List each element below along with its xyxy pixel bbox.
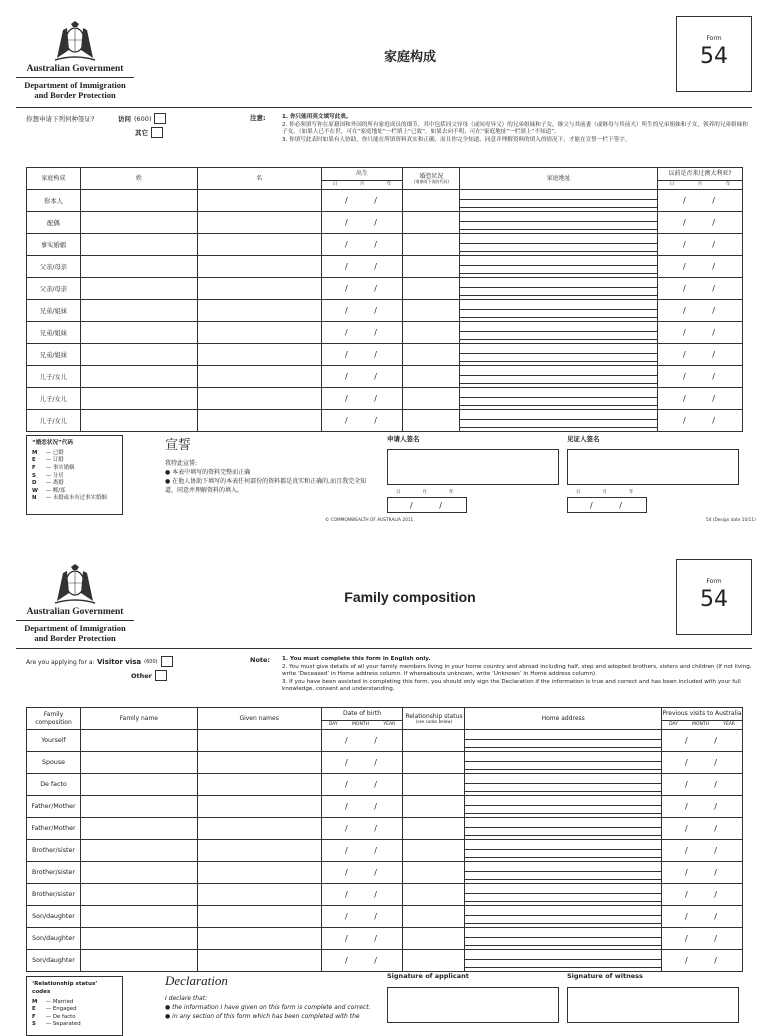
birth-date-cell[interactable]: / / xyxy=(321,840,403,862)
table-row xyxy=(27,730,743,752)
family-name-cell[interactable] xyxy=(80,950,197,972)
given-names-cell[interactable] xyxy=(197,884,321,906)
row-relation: 事实婚姻 xyxy=(27,234,81,256)
visit-date-cell[interactable]: / / xyxy=(662,840,743,862)
status-cell[interactable] xyxy=(403,344,460,366)
given-names-cell[interactable] xyxy=(197,906,321,928)
row-relation: 兄弟/姐妹 xyxy=(27,300,81,322)
coat-of-arms-icon xyxy=(45,563,105,605)
table-row xyxy=(27,818,743,840)
declaration: Declaration I declare that: ● the information I have given on this form is complete and correct. ● in any section of this form which has been completed with the xyxy=(165,973,371,1020)
form-english xyxy=(0,543,768,1028)
birth-date-cell[interactable]: / / xyxy=(321,344,403,366)
col-surname: Family name xyxy=(80,708,197,730)
copyright: © COMMONWEALTH OF AUSTRALIA 2011 xyxy=(325,518,414,523)
given-names-cell[interactable] xyxy=(197,234,321,256)
given-names-cell[interactable] xyxy=(197,322,321,344)
birth-date-cell[interactable]: / / xyxy=(321,256,403,278)
table-row xyxy=(27,862,743,884)
given-names-cell[interactable] xyxy=(197,950,321,972)
table-row xyxy=(27,190,743,212)
visit-date-cell[interactable]: / / xyxy=(662,884,743,906)
table-row xyxy=(27,212,743,234)
row-relation: Spouse xyxy=(27,752,81,774)
status-cell[interactable] xyxy=(403,752,465,774)
birth-date-cell[interactable]: / / xyxy=(321,950,403,972)
code-item: F — 事实婚姻 xyxy=(32,464,75,471)
family-name-cell[interactable] xyxy=(80,840,197,862)
marital-codes: “婚恋状况”代码 M — 已婚 E — 订婚 F — 事实婚姻 S — 分居 D — 离婚 W — 鳏/寡 N — 未婚或未有过事实婚姻 xyxy=(26,435,123,515)
visit-date-cell[interactable]: / / xyxy=(658,234,743,256)
government-logo xyxy=(16,563,134,644)
family-table xyxy=(26,707,743,972)
status-cell[interactable] xyxy=(403,928,465,950)
status-cell[interactable] xyxy=(403,862,465,884)
code-item: M — Married xyxy=(32,998,74,1005)
status-cell[interactable] xyxy=(403,388,460,410)
page-title: 家庭构成 xyxy=(383,50,436,65)
sig-applicant-date[interactable]: / / xyxy=(387,497,467,513)
status-cell[interactable] xyxy=(403,730,465,752)
given-names-cell[interactable] xyxy=(197,256,321,278)
family-name-cell[interactable] xyxy=(80,906,197,928)
birth-date-cell[interactable]: / / xyxy=(321,906,403,928)
sig-applicant-label: Signature of applicant xyxy=(387,972,469,980)
visit-date-cell[interactable]: / / xyxy=(658,322,743,344)
given-names-cell[interactable] xyxy=(197,410,321,432)
given-names-cell[interactable] xyxy=(197,796,321,818)
given-names-cell[interactable] xyxy=(197,190,321,212)
given-names-cell[interactable] xyxy=(197,278,321,300)
birth-date-cell[interactable]: / / xyxy=(321,818,403,840)
visitor-visa-checkbox[interactable] xyxy=(161,656,173,667)
status-cell[interactable] xyxy=(403,366,460,388)
status-cell[interactable] xyxy=(403,950,465,972)
visit-date-cell[interactable]: / / xyxy=(658,410,743,432)
family-name-cell[interactable] xyxy=(80,884,197,906)
family-name-cell[interactable] xyxy=(80,322,197,344)
row-relation: 父亲/母亲 xyxy=(27,256,81,278)
address-cell[interactable] xyxy=(460,234,658,256)
col-family: Family composition xyxy=(27,708,81,730)
status-cell[interactable] xyxy=(403,774,465,796)
row-relation: 儿子/女儿 xyxy=(27,366,81,388)
table-row xyxy=(27,840,743,862)
col-given: Given names xyxy=(197,708,321,730)
given-names-cell[interactable] xyxy=(197,840,321,862)
family-name-cell[interactable] xyxy=(80,234,197,256)
address-cell[interactable] xyxy=(460,212,658,234)
department-name: Department of Immigration and Border Protection xyxy=(24,623,126,643)
row-relation: 配偶 xyxy=(27,212,81,234)
row-relation: Brother/sister xyxy=(27,862,81,884)
birth-date-cell[interactable]: / / xyxy=(321,212,403,234)
birth-date-cell[interactable]: / / xyxy=(321,730,403,752)
family-name-cell[interactable] xyxy=(80,256,197,278)
table-row xyxy=(27,366,743,388)
address-cell[interactable] xyxy=(465,818,662,840)
government-logo xyxy=(16,20,134,101)
table-row xyxy=(27,234,743,256)
row-relation: 兄弟/姐妹 xyxy=(27,322,81,344)
col-birth: Date of birth DAY MONTH YEAR xyxy=(321,708,403,730)
code-item: D — 离婚 xyxy=(32,480,64,487)
given-names-cell[interactable] xyxy=(197,928,321,950)
row-relation: Yourself xyxy=(27,730,81,752)
birth-date-cell[interactable]: / / xyxy=(321,774,403,796)
table-row xyxy=(27,344,743,366)
family-name-cell[interactable] xyxy=(80,774,197,796)
given-names-cell[interactable] xyxy=(197,774,321,796)
family-name-cell[interactable] xyxy=(80,730,197,752)
notes: 注意: 1. 你只能用英文填写此表。 2. 你必须填写你在原籍国和外国的所有家庭成员的细节，其中包括同父异母（或同母异父）的兄弟姐妹和子女，继父与其前妻（或继母与其前夫）所生的兄弟姐妹和子女，领养的兄弟姐妹和子女。（如果人已不在世，可在“家庭地址”一栏填上“已故”。如果去向不明，可在“家庭地址”一栏填上“不知道”。 3. 你填写此表时如果有人协助，你只能在所填资料真实和正确，而且你完全知道、同意并理解资料的填入的情况下，才能在宣誓一栏下签字。 xyxy=(250,114,748,143)
address-cell[interactable] xyxy=(465,862,662,884)
row-relation: 你本人 xyxy=(27,190,81,212)
row-relation: Son/daughter xyxy=(27,928,81,950)
sig-witness-box[interactable] xyxy=(567,987,739,1023)
code-item: F — De facto xyxy=(32,1013,76,1020)
family-name-cell[interactable] xyxy=(80,366,197,388)
visit-date-cell[interactable]: / / xyxy=(662,752,743,774)
status-cell[interactable] xyxy=(403,410,460,432)
address-cell[interactable] xyxy=(465,730,662,752)
birth-date-cell[interactable]: / / xyxy=(321,928,403,950)
form-number-box: Form 54 xyxy=(676,559,752,635)
family-name-cell[interactable] xyxy=(80,928,197,950)
government-name: Australian Government xyxy=(26,607,124,617)
address-cell[interactable] xyxy=(460,366,658,388)
given-names-cell[interactable] xyxy=(197,212,321,234)
col-visits: Previous visits to Australia DAY MONTH YEAR xyxy=(662,708,743,730)
col-family: 家庭构成 xyxy=(27,168,81,190)
row-relation: Brother/sister xyxy=(27,840,81,862)
status-cell[interactable] xyxy=(403,278,460,300)
department-name: Department of Immigration and Border Protection xyxy=(24,80,126,100)
address-cell[interactable] xyxy=(460,322,658,344)
birth-date-cell[interactable]: / / xyxy=(321,884,403,906)
family-name-cell[interactable] xyxy=(80,388,197,410)
sig-witness-date[interactable]: / / xyxy=(567,497,647,513)
address-cell[interactable] xyxy=(465,884,662,906)
visit-date-cell[interactable]: / / xyxy=(658,190,743,212)
other-visa-checkbox[interactable] xyxy=(151,127,163,138)
address-cell[interactable] xyxy=(465,752,662,774)
address-cell[interactable] xyxy=(460,300,658,322)
sig-witness-box[interactable] xyxy=(567,449,739,485)
table-row xyxy=(27,796,743,818)
visit-date-cell[interactable]: / / xyxy=(658,256,743,278)
table-row xyxy=(27,278,743,300)
family-name-cell[interactable] xyxy=(80,190,197,212)
relationship-codes: ‘Relationship status’ codes M — Married E — Engaged F — De facto S — Separated xyxy=(26,976,123,1036)
col-birth: 出生 日 月 年 xyxy=(321,168,403,190)
given-names-cell[interactable] xyxy=(197,818,321,840)
table-row xyxy=(27,774,743,796)
coat-of-arms-icon xyxy=(45,20,105,62)
table-row xyxy=(27,928,743,950)
status-cell[interactable] xyxy=(403,300,460,322)
visit-date-cell[interactable]: / / xyxy=(658,278,743,300)
design-date: 54 (Design date 10/11) xyxy=(706,518,756,523)
visit-date-cell[interactable]: / / xyxy=(662,796,743,818)
visit-date-cell[interactable]: / / xyxy=(662,928,743,950)
code-item: N — 未婚或未有过事实婚姻 xyxy=(32,495,107,502)
row-relation: 儿子/女儿 xyxy=(27,410,81,432)
table-row xyxy=(27,300,743,322)
given-names-cell[interactable] xyxy=(197,300,321,322)
birth-date-cell[interactable]: / / xyxy=(321,300,403,322)
family-table xyxy=(26,167,743,432)
declaration: 宣誓 我特此宣誓: ● 本表中填写的资料完整而正确 ● 在他人协助下填写的本表任何部份的资料都是真实和正确的,而且我完全知道、同意并理解资料的填入。 xyxy=(165,438,367,494)
birth-date-cell[interactable]: / / xyxy=(321,278,403,300)
address-cell[interactable] xyxy=(460,190,658,212)
family-name-cell[interactable] xyxy=(80,300,197,322)
government-name: Australian Government xyxy=(26,64,124,74)
visit-date-cell[interactable]: / / xyxy=(658,212,743,234)
given-names-cell[interactable] xyxy=(197,730,321,752)
birth-date-cell[interactable]: / / xyxy=(321,410,403,432)
visa-question: 你想申请下列何种签证? xyxy=(26,115,95,123)
table-row xyxy=(27,906,743,928)
family-name-cell[interactable] xyxy=(80,818,197,840)
sig-witness-date-label: 日 月 年 xyxy=(576,490,634,495)
row-relation: Father/Mother xyxy=(27,796,81,818)
row-relation: 儿子/女儿 xyxy=(27,388,81,410)
given-names-cell[interactable] xyxy=(197,366,321,388)
address-cell[interactable] xyxy=(465,928,662,950)
visit-date-cell[interactable]: / / xyxy=(658,300,743,322)
address-cell[interactable] xyxy=(460,256,658,278)
sig-applicant-label: 申请人签名 xyxy=(387,435,420,443)
sig-witness-label: Signature of witness xyxy=(567,972,643,980)
address-cell[interactable] xyxy=(465,774,662,796)
status-cell[interactable] xyxy=(403,256,460,278)
family-name-cell[interactable] xyxy=(80,278,197,300)
status-cell[interactable] xyxy=(403,234,460,256)
family-name-cell[interactable] xyxy=(80,862,197,884)
visit-date-cell[interactable]: / / xyxy=(658,366,743,388)
form-number: 54 xyxy=(700,44,728,69)
birth-date-cell[interactable]: / / xyxy=(321,190,403,212)
visit-date-cell[interactable]: / / xyxy=(658,344,743,366)
address-cell[interactable] xyxy=(460,278,658,300)
table-row xyxy=(27,752,743,774)
status-cell[interactable] xyxy=(403,840,465,862)
visit-date-cell[interactable]: / / xyxy=(662,862,743,884)
notes: Note: 1. You must complete this form in English only. 2. You must give details of all your family members living in your home country and abroad including half, step and adopted brothers, sisters and children (If not living, write ‘Deceased’ in Home address column. If whereabouts unknown, write ‘Unknown’ in Home address column). 3. If you have been assisted in completing this form, you should only sign the Declaration if the information is true and correct and has been included with your full knowledge, consent and understanding. xyxy=(250,656,752,693)
table-row xyxy=(27,410,743,432)
birth-date-cell[interactable]: / / xyxy=(321,322,403,344)
visitor-visa-option[interactable]: 访问 (600) xyxy=(118,113,166,124)
row-relation: 兄弟/姐妹 xyxy=(27,344,81,366)
code-item: S — Separated xyxy=(32,1021,81,1028)
birth-date-cell[interactable]: / / xyxy=(321,796,403,818)
status-cell[interactable] xyxy=(403,322,460,344)
given-names-cell[interactable] xyxy=(197,862,321,884)
code-item: M — 已婚 xyxy=(32,449,64,456)
row-relation: 父亲/母亲 xyxy=(27,278,81,300)
given-names-cell[interactable] xyxy=(197,388,321,410)
form-number-box: Form 54 xyxy=(676,16,752,92)
family-name-cell[interactable] xyxy=(80,410,197,432)
address-cell[interactable] xyxy=(465,840,662,862)
col-marital: Relationship status (see codes below) xyxy=(403,708,465,730)
visa-question: Are you applying for a: xyxy=(26,659,95,666)
col-given: 名 xyxy=(197,168,321,190)
address-cell[interactable] xyxy=(465,796,662,818)
sig-witness-label: 见证人签名 xyxy=(567,435,600,443)
given-names-cell[interactable] xyxy=(197,752,321,774)
sig-applicant-date-label: 日 月 年 xyxy=(396,490,454,495)
other-visa-option[interactable]: 其它 xyxy=(135,127,163,138)
table-row xyxy=(27,256,743,278)
col-marital: 婚恋状况 (请参阅下表的代码) xyxy=(403,168,460,190)
code-item: E — 订婚 xyxy=(32,457,64,464)
col-visits: 以前是否来过澳大利亚? 日 月 年 xyxy=(658,168,743,190)
address-cell[interactable] xyxy=(460,388,658,410)
table-row xyxy=(27,884,743,906)
col-address: 家庭地址 xyxy=(460,168,658,190)
row-relation: De facto xyxy=(27,774,81,796)
family-name-cell[interactable] xyxy=(80,212,197,234)
status-cell[interactable] xyxy=(403,190,460,212)
visit-date-cell[interactable]: / / xyxy=(662,774,743,796)
address-cell[interactable] xyxy=(465,906,662,928)
visit-date-cell[interactable]: / / xyxy=(658,388,743,410)
family-name-cell[interactable] xyxy=(80,344,197,366)
birth-date-cell[interactable]: / / xyxy=(321,234,403,256)
status-cell[interactable] xyxy=(403,796,465,818)
visit-date-cell[interactable]: / / xyxy=(662,818,743,840)
row-relation: Son/daughter xyxy=(27,950,81,972)
birth-date-cell[interactable]: / / xyxy=(321,862,403,884)
address-cell[interactable] xyxy=(460,410,658,432)
visit-date-cell[interactable]: / / xyxy=(662,950,743,972)
family-name-cell[interactable] xyxy=(80,752,197,774)
birth-date-cell[interactable]: / / xyxy=(321,752,403,774)
other-visa-option[interactable]: Other xyxy=(131,670,167,681)
other-visa-checkbox[interactable] xyxy=(155,670,167,681)
visit-date-cell[interactable]: / / xyxy=(662,906,743,928)
col-address: Home address xyxy=(465,708,662,730)
visit-date-cell[interactable]: / / xyxy=(662,730,743,752)
code-item: S — 分居 xyxy=(32,472,64,479)
status-cell[interactable] xyxy=(403,212,460,234)
visitor-visa-checkbox[interactable] xyxy=(154,113,166,124)
row-relation: Father/Mother xyxy=(27,818,81,840)
row-relation: Son/daughter xyxy=(27,906,81,928)
sig-applicant-box[interactable] xyxy=(387,449,559,485)
given-names-cell[interactable] xyxy=(197,344,321,366)
family-name-cell[interactable] xyxy=(80,796,197,818)
status-cell[interactable] xyxy=(403,818,465,840)
status-cell[interactable] xyxy=(403,884,465,906)
birth-date-cell[interactable]: / / xyxy=(321,388,403,410)
visitor-visa-option[interactable]: Visitor visa (600) xyxy=(97,656,173,667)
sig-applicant-box[interactable] xyxy=(387,987,559,1023)
code-item: E — Engaged xyxy=(32,1006,77,1013)
form-number: 54 xyxy=(700,587,728,612)
code-item: W — 鳏/寡 xyxy=(32,487,66,494)
page-title: Family composition xyxy=(344,589,476,605)
row-relation: Brother/sister xyxy=(27,884,81,906)
table-row xyxy=(27,950,743,972)
col-surname: 姓 xyxy=(80,168,197,190)
table-row xyxy=(27,388,743,410)
table-row xyxy=(27,322,743,344)
address-cell[interactable] xyxy=(460,344,658,366)
birth-date-cell[interactable]: / / xyxy=(321,366,403,388)
address-cell[interactable] xyxy=(465,950,662,972)
status-cell[interactable] xyxy=(403,906,465,928)
